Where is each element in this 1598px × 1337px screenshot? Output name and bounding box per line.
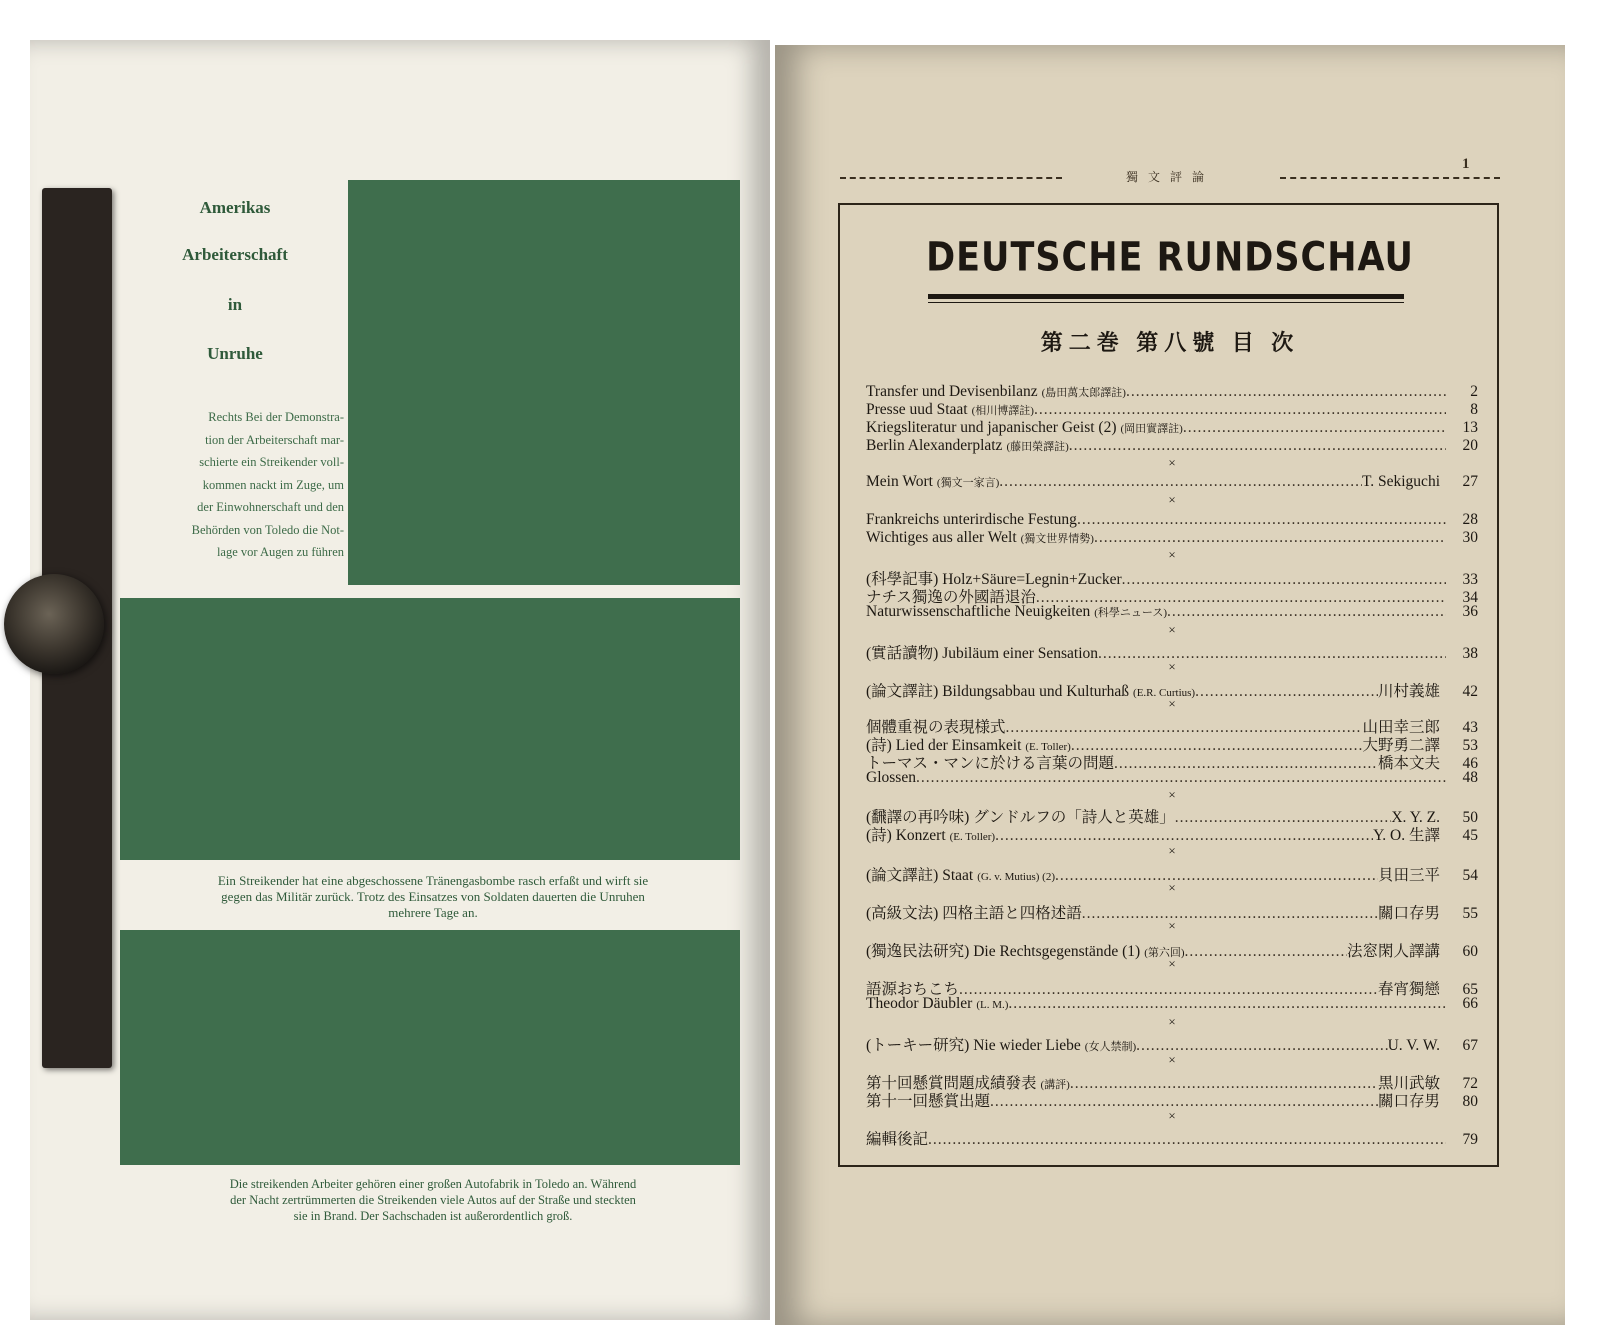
binder-clip-knob (4, 574, 104, 674)
toc-entry-author: 山田幸三郎 (1362, 719, 1440, 736)
toc-entry-note: (岡田實譯註) (1120, 423, 1183, 435)
toc-separator: × (1168, 787, 1176, 802)
toc-entry (866, 1071, 1478, 1092)
toc-entry (866, 383, 1478, 401)
toc-entry-note: (E.R. Curtius) (1133, 687, 1196, 699)
toc-leader-dots (1008, 995, 1446, 1013)
toc-entry-title: 第十回懸賞問題成績發表 (866, 1075, 1037, 1092)
masthead-rule-thin (928, 302, 1404, 303)
toc-entry-page: 33 (1462, 571, 1478, 588)
caption-line: tion der Arbeiterschaft mar- (205, 432, 344, 447)
caption-line: Ein Streikender hat eine abgeschossene Tränengasbombe rasch erfaßt und wirft sie (217, 873, 649, 888)
toc-entry (866, 473, 1478, 491)
toc-entry-note: (E. Toller) (949, 831, 996, 843)
toc-entry-page: 20 (1462, 437, 1478, 454)
caption-tear-gas (128, 873, 738, 921)
toc-entry (866, 805, 1478, 826)
page-number: 1 (1462, 156, 1470, 172)
toc-entry-page: 13 (1462, 419, 1478, 436)
toc-entry-title: Naturwissenschaftliche Neuigkeiten (866, 603, 1091, 620)
toc-entry (866, 751, 1478, 772)
toc-entry-note: (L. M.) (976, 999, 1009, 1011)
toc-entry-title: Transfer und Devisenbilanz (866, 383, 1038, 400)
toc-entry-author: 黒川武敏 (1377, 1075, 1440, 1092)
toc-entry-page: 67 (1462, 1037, 1478, 1054)
toc-leader-dots (1167, 603, 1446, 621)
masthead-rule (928, 294, 1404, 299)
toc-entry (866, 901, 1478, 922)
toc-entry-note: (獨文一家言) (936, 477, 1000, 489)
toc-entry (866, 733, 1478, 754)
toc-entry-note: (科學ニュース) (1094, 607, 1168, 619)
toc-entry-author: 川村義雄 (1377, 683, 1440, 700)
toc-entry-author: U. V. W. (1387, 1037, 1440, 1054)
photo-overturned-cars (120, 930, 740, 1165)
toc-entry-title: ナチス獨逸の外國語退治 (866, 589, 1036, 606)
toc-entry-title: (科學記事) Holz+Säure=Legnin+Zucker (866, 571, 1122, 588)
toc-entry-author: 春宵獨戀 (1377, 981, 1440, 998)
header-rule-right (1280, 177, 1500, 179)
toc-entry-title: (實話讀物) Jubiläum einer Sensation (866, 645, 1099, 662)
toc-entry (866, 863, 1478, 884)
toc-entry-page: 48 (1462, 769, 1478, 786)
toc-entry-title: (トーキー研究) Nie wieder Liebe (866, 1037, 1081, 1054)
caption-line: lage vor Augen zu führen (216, 545, 344, 559)
toc-entry-author: T. Sekiguchi (1361, 473, 1440, 490)
toc-leader-dots (916, 769, 1446, 787)
toc-entry-title: (詩) Konzert (866, 827, 946, 844)
toc-entry (866, 769, 1478, 787)
toc-separator: × (1168, 547, 1176, 562)
caption-line: mehrere Tage an. (388, 905, 478, 920)
toc-entry (866, 603, 1478, 621)
toc-entry-page: 65 (1462, 981, 1478, 998)
toc-entry-note: (女人禁制) (1084, 1041, 1137, 1053)
toc-leader-dots (1126, 383, 1446, 401)
toc-entry-note: (相川博譯註) (971, 405, 1034, 417)
caption-cars (128, 1176, 738, 1224)
toc-entry (866, 977, 1478, 998)
toc-entry-title: 語源おちこち (866, 981, 960, 998)
toc-separator: × (1168, 843, 1176, 858)
toc-entry-page: 66 (1462, 995, 1478, 1012)
toc-entry-author: Y. O. 生譯 (1373, 827, 1440, 844)
toc-leader-dots (1069, 437, 1446, 455)
toc-entry (866, 437, 1478, 455)
caption-line: der Einwohnerschaft und den (197, 500, 344, 514)
toc-entry-title: (飜譯の再吟味) グンドルフの「詩人と英雄」 (866, 809, 1175, 826)
toc-entry-note: (講評) (1040, 1079, 1070, 1091)
toc-entry-page: 42 (1462, 683, 1478, 700)
toc-entry (866, 679, 1478, 700)
toc-entry-title: 個體重視の表現様式 (866, 719, 1006, 736)
toc-entry-page: 8 (1470, 401, 1478, 418)
toc-entry (866, 1033, 1478, 1054)
toc-entry-author: X. Y. Z. (1391, 809, 1440, 826)
toc-separator: × (1168, 880, 1176, 895)
toc-entry (866, 823, 1478, 844)
header-rule-left (840, 177, 1062, 179)
headline-line-3: in (227, 295, 243, 314)
toc-entry-page: 50 (1462, 809, 1478, 826)
toc-entry-page: 2 (1470, 383, 1478, 400)
toc-entry-page: 38 (1462, 645, 1478, 662)
toc-entry-page: 53 (1462, 737, 1478, 754)
toc-entry-title: Presse uud Staat (866, 401, 968, 418)
masthead-title: DEUTSCHE RUNDSCHAU (926, 235, 1414, 281)
toc-separator: × (1168, 1014, 1176, 1029)
toc-entry (866, 641, 1478, 662)
toc-entry-page: 30 (1462, 529, 1478, 546)
toc-entry (866, 585, 1478, 606)
caption-line: Die streikenden Arbeiter gehören einer großen Autofabrik in Toledo an. Während (229, 1177, 637, 1191)
toc-entry-page: 43 (1462, 719, 1478, 736)
toc-entry-title: (論文譯註) Staat (866, 867, 974, 884)
toc-entry-author: 關口存男 (1377, 1093, 1440, 1110)
toc-entry-page: 79 (1462, 1131, 1478, 1148)
toc-entry-author: 關口存男 (1377, 905, 1440, 922)
toc-entry (866, 715, 1478, 736)
toc-leader-dots (1034, 401, 1446, 419)
caption-line: schierte ein Streikender voll- (199, 455, 344, 469)
toc-entry-title: Mein Wort (866, 473, 933, 490)
toc-entry-note: (藤田榮譯註) (1006, 441, 1069, 453)
toc-entry-page: 72 (1462, 1075, 1478, 1092)
toc-leader-dots (1183, 419, 1446, 437)
toc-entry (866, 529, 1478, 547)
caption-line: sie in Brand. Der Sachschaden ist außerordentlich groß. (293, 1209, 573, 1223)
headline-line-4: Unruhe (207, 344, 263, 363)
toc-entry-title: (獨逸民法研究) Die Rechtsgegenstände (1) (866, 943, 1141, 960)
toc-entry-title: 編輯後記 (866, 1131, 929, 1148)
toc-entry (866, 567, 1478, 588)
headline-line-1: Amerikas (199, 198, 271, 217)
toc-entry (866, 511, 1478, 529)
toc-entry-title: 第十一回懸賞出題 (866, 1093, 991, 1110)
toc-separator: × (1168, 696, 1176, 711)
toc-entry-page: 27 (1462, 473, 1478, 490)
toc-entry-title: Theodor Däubler (866, 995, 973, 1012)
toc-entry-title: (高級文法) 四格主語と四格述語 (866, 905, 1082, 922)
toc-entry-page: 80 (1462, 1093, 1478, 1110)
toc-separator: × (1168, 918, 1176, 933)
toc-entry-title: Kriegsliteratur und japanischer Geist (2) (866, 419, 1117, 436)
toc-entry-page: 46 (1462, 755, 1478, 772)
toc-entry-page: 54 (1462, 867, 1478, 884)
toc-entry-author: 大野勇二譯 (1362, 737, 1440, 754)
header-title: 獨文評論 (1125, 170, 1214, 184)
toc-entry-note: (獨文世界情勢) (1020, 533, 1094, 545)
caption-right-photo (124, 406, 344, 564)
toc-separator: × (1168, 956, 1176, 971)
toc-separator: × (1168, 1108, 1176, 1123)
volume-heading: 第二巻 第八號 目 次 (1040, 330, 1300, 355)
headline-line-2: Arbeiterschaft (182, 245, 288, 264)
toc-entry (866, 1089, 1478, 1110)
toc-entry-title: (詩) Lied der Einsamkeit (866, 737, 1022, 754)
toc-separator: × (1168, 492, 1176, 507)
toc-entry-page: 45 (1462, 827, 1478, 844)
toc-entry-title: Berlin Alexanderplatz (866, 437, 1003, 454)
toc-leader-dots (995, 827, 1373, 845)
caption-line: der Nacht zertrümmerten die Streikenden viele Autos auf der Straße und steckten (230, 1193, 636, 1207)
photo-tear-gas-street (120, 598, 740, 860)
toc-entry (866, 995, 1478, 1013)
toc-entry-author: 法窓閑人譯講 (1346, 943, 1440, 960)
toc-entry-title: トーマス・マンに於ける言葉の問題 (866, 755, 1115, 772)
toc-entry (866, 939, 1478, 960)
toc-entry-author: 貝田三平 (1377, 867, 1440, 884)
toc-entry-title: (論文譯註) Bildungsabbau und Kulturhaß (866, 683, 1130, 700)
toc-separator: × (1168, 1052, 1176, 1067)
caption-line: Behörden von Toledo die Not- (191, 522, 344, 537)
toc-separator: × (1168, 455, 1176, 470)
toc-leader-dots (1077, 511, 1446, 529)
toc-entry-page: 28 (1462, 511, 1478, 528)
photo-striker-crowd (348, 180, 740, 585)
toc-entry-page: 36 (1462, 603, 1478, 620)
toc-entry-note: (E. Toller) (1025, 741, 1071, 753)
toc-separator: × (1168, 622, 1176, 637)
toc-entry-page: 34 (1462, 589, 1478, 606)
toc-entry-title: Glossen (866, 769, 916, 786)
toc-separator: × (1168, 659, 1176, 674)
toc-entry-title: Frankreichs unterirdische Festung (866, 511, 1077, 528)
toc-entry-note: (島田萬太郎譯註) (1041, 387, 1126, 399)
toc-entry (866, 401, 1478, 419)
toc-leader-dots (928, 1131, 1446, 1149)
toc-entry-note: (第六回) (1144, 947, 1185, 959)
caption-line: gegen das Militär zurück. Trotz des Einsatzes von Soldaten dauerten die Unruhen (221, 889, 645, 904)
toc-entry-page: 55 (1462, 905, 1478, 922)
toc-entry-page: 60 (1462, 943, 1478, 960)
toc-entry-title: Wichtiges aus aller Welt (866, 529, 1017, 546)
toc-entry-note: (G. v. Mutius) (2) (977, 871, 1056, 883)
toc-entry-author: 橋本文夫 (1377, 755, 1440, 772)
toc-entry (866, 419, 1478, 437)
running-header (840, 156, 1500, 190)
toc-leader-dots (1094, 529, 1446, 547)
toc-entry (866, 1127, 1478, 1148)
caption-line: kommen nackt im Zuge, um (202, 477, 344, 492)
toc-leader-dots (999, 473, 1362, 491)
caption-line: Rechts Bei der Demonstra- (208, 410, 344, 424)
